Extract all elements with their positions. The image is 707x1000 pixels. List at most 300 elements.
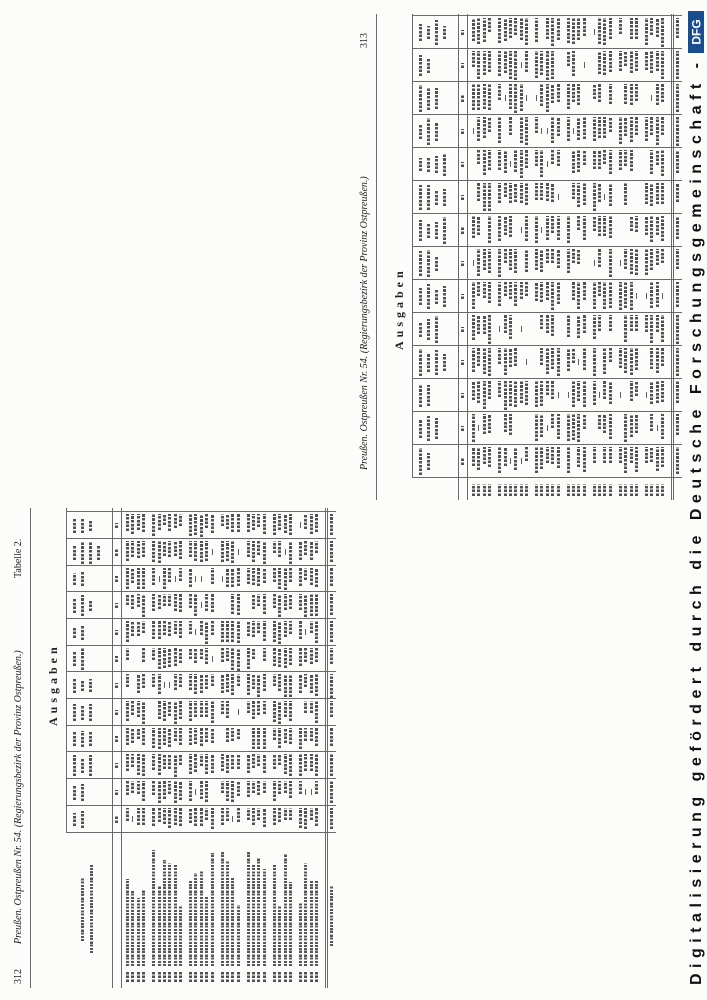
illegible-figure [514,51,517,80]
illegible-figure [609,18,612,39]
illegible-figure [263,701,266,714]
illegible-figure [551,447,554,464]
illegible-figure [200,648,203,659]
illegible-figure [525,150,528,168]
illegible-figure [630,249,633,274]
illegible-figure [284,781,287,793]
row-number [200,972,203,982]
illegible-figure [567,117,570,141]
row-label [247,852,250,966]
illegible-figure [661,18,664,47]
illegible-figure [137,568,140,589]
illegible-figure [247,701,250,713]
illegible-figure [535,117,538,133]
illegible-figure [304,674,307,687]
illegible-figure [189,728,192,745]
illegible-figure [551,249,554,263]
illegible-figure [661,414,664,439]
illegible-figure [650,315,653,343]
illegible-figure [231,514,234,532]
illegible-figure [247,674,250,695]
column-header-text [427,284,430,310]
illegible-figure [593,183,596,211]
illegible-figure [200,701,203,717]
illegible-figure [289,674,292,697]
illegible-figure [650,150,653,174]
column-header-text [73,545,76,560]
row-number [179,972,182,982]
illegible-figure [252,754,255,768]
sum-figure [676,51,679,79]
column-number-rule [112,508,113,988]
illegible-figure [635,447,638,472]
illegible-figure [252,514,255,530]
illegible-figure [498,18,501,43]
row-number [661,484,664,496]
illegible-figure [603,216,606,236]
illegible-figure [126,541,129,561]
illegible-figure [577,150,580,172]
row-number [252,972,255,982]
illegible-figure [237,674,240,686]
column-header-text [89,732,92,745]
column-number [461,30,464,35]
illegible-figure [514,183,517,202]
illegible-figure [131,754,134,767]
row-number [645,484,648,496]
sum-figure [676,216,679,239]
illegible-figure [289,808,292,820]
illegible-figure [237,754,240,769]
illegible-figure [593,84,596,99]
illegible-figure [252,728,255,749]
illegible-figure [168,728,171,747]
illegible-figure [174,674,177,690]
illegible-figure [131,728,134,743]
illegible-figure [189,754,192,774]
illegible-figure [477,84,480,110]
sum-rule [327,508,328,988]
illegible-figure [572,183,575,199]
dash-entry [238,710,239,716]
illegible-figure [289,648,292,665]
illegible-figure [273,594,276,608]
illegible-figure [231,621,234,642]
row-label [257,858,260,966]
dash-entry [305,630,306,636]
row-number [158,972,161,982]
illegible-figure [504,447,507,466]
column-header-text [419,419,422,439]
illegible-figure [661,447,664,467]
sum-figure [676,117,679,146]
illegible-figure [572,84,575,102]
illegible-figure [158,648,161,669]
row-label [163,860,166,966]
column-number [461,261,464,266]
illegible-figure [520,282,523,299]
illegible-figure [221,621,224,642]
illegible-figure [593,381,596,405]
illegible-figure [551,183,554,202]
illegible-figure [546,447,549,463]
column-header-text [427,59,430,73]
column-separator [66,511,336,512]
illegible-figure [263,514,266,534]
illegible-figure [226,674,229,692]
illegible-figure [645,117,648,141]
illegible-figure [137,514,140,530]
column-number [115,576,118,583]
illegible-figure [257,701,260,715]
illegible-figure [645,183,648,204]
column-separator [66,778,336,779]
illegible-figure [630,117,633,142]
illegible-figure [273,701,276,722]
illegible-figure [603,150,606,164]
illegible-figure [488,282,491,303]
illegible-figure [619,150,622,170]
dash-entry [169,683,170,689]
illegible-figure [477,447,480,470]
illegible-figure [525,51,528,72]
illegible-figure [509,249,512,270]
illegible-figure [315,808,318,826]
illegible-figure [226,514,229,529]
illegible-figure [237,728,240,739]
row-label [237,905,240,966]
illegible-figure [609,315,612,331]
illegible-figure [304,541,307,555]
illegible-figure [583,216,586,240]
row-label [137,898,140,966]
column-header-text [81,595,84,617]
illegible-figure [645,447,648,463]
illegible-figure [546,84,549,112]
illegible-figure [535,249,538,270]
column-header-text [419,185,422,210]
illegible-figure [498,150,501,170]
column-header-text [81,625,84,640]
illegible-figure [205,541,208,561]
illegible-figure [567,348,570,371]
illegible-figure [304,568,307,580]
dash-entry [646,294,647,300]
illegible-figure [263,594,266,614]
illegible-figure [583,282,586,300]
illegible-figure [635,414,638,433]
sum-rule [325,508,326,988]
row-number [514,484,517,496]
illegible-figure [152,648,155,660]
illegible-figure [299,754,302,776]
illegible-figure [142,648,145,662]
sum-figure [676,348,679,376]
row-number [231,972,234,982]
illegible-figure [257,514,260,527]
illegible-figure [152,594,155,611]
illegible-figure [211,674,214,686]
column-separator [66,618,336,619]
illegible-figure [205,514,208,528]
illegible-figure [126,701,129,721]
illegible-figure [656,150,659,165]
illegible-figure [619,18,622,34]
illegible-figure [221,648,224,662]
row-label [310,880,313,966]
illegible-figure [593,315,596,339]
illegible-figure [226,648,229,661]
illegible-figure [498,51,501,76]
row-label [168,863,171,966]
column-header-text [427,26,430,39]
sum-figure [330,728,333,746]
illegible-figure [179,514,182,526]
row-label [221,851,224,966]
illegible-figure [226,808,229,821]
illegible-figure [194,674,197,694]
illegible-figure [577,414,580,442]
illegible-figure [263,808,266,827]
illegible-figure [247,541,250,557]
illegible-figure [174,728,177,741]
illegible-figure [483,414,486,434]
illegible-figure [315,728,318,746]
sum-figure [676,150,679,173]
illegible-figure [237,808,240,822]
row-label [304,863,307,966]
illegible-figure [194,754,197,772]
illegible-figure [247,754,250,773]
illegible-figure [535,414,538,441]
illegible-figure [498,249,501,277]
row-number [593,484,596,496]
illegible-figure [179,648,182,663]
illegible-figure [483,315,486,334]
illegible-figure [593,216,596,231]
illegible-figure [126,728,129,745]
illegible-figure [504,249,507,263]
row-number [525,484,528,496]
illegible-figure [619,117,622,144]
illegible-figure [263,674,266,691]
illegible-figure [630,447,633,463]
column-header-text [89,600,92,612]
illegible-figure [598,249,601,267]
illegible-figure [310,808,313,820]
illegible-figure [635,18,638,39]
illegible-figure [257,808,260,820]
illegible-figure [472,282,475,309]
column-number [461,360,464,364]
dash-entry [212,550,213,556]
dash-entry [536,96,537,102]
illegible-figure [168,594,171,606]
column-separator [412,213,682,214]
illegible-figure [624,414,627,442]
sum-figure [676,249,679,269]
illegible-figure [273,648,276,666]
dash-entry [541,129,542,135]
row-number [131,972,134,982]
illegible-figure [252,808,255,825]
illegible-figure [289,754,292,776]
row-number [504,484,507,496]
row-number [226,972,229,982]
illegible-figure [624,249,627,269]
illegible-figure [284,728,287,743]
illegible-figure [472,84,475,110]
illegible-figure [278,541,281,557]
illegible-figure [137,541,140,558]
illegible-figure [504,414,507,432]
illegible-figure [211,728,214,743]
illegible-figure [567,18,570,43]
illegible-figure [142,808,145,825]
illegible-figure [126,674,129,687]
illegible-figure [609,216,612,238]
row-label [126,879,129,966]
column-header-text [81,518,84,533]
illegible-figure [656,315,659,332]
column-header-text [81,705,84,720]
column-header-text [435,156,438,173]
column-header-text [435,122,438,141]
illegible-figure [514,84,517,113]
column-header-text [427,353,430,372]
illegible-figure [273,541,276,553]
illegible-figure [645,315,648,332]
illegible-figure [520,381,523,403]
illegible-figure [557,348,560,376]
illegible-figure [498,84,501,100]
column-separator [412,48,682,49]
illegible-figure [540,51,543,75]
illegible-figure [509,18,512,38]
illegible-figure [163,808,166,824]
illegible-figure [661,216,664,241]
illegible-figure [650,183,653,206]
illegible-figure [273,781,276,801]
illegible-figure [189,701,192,721]
illegible-figure [142,754,145,776]
row-label [263,869,266,966]
row-label [226,861,229,966]
illegible-figure [226,781,229,801]
illegible-figure [299,594,302,610]
illegible-figure [504,18,507,41]
illegible-figure [126,568,129,589]
row-number [509,484,512,496]
illegible-figure [551,315,554,336]
column-header-text [89,755,92,775]
illegible-figure [630,282,633,310]
illegible-figure [609,84,612,104]
illegible-figure [152,541,155,562]
illegible-figure [158,808,161,822]
illegible-figure [551,150,554,164]
dash-entry [510,162,511,168]
illegible-figure [174,541,177,556]
illegible-figure [557,84,560,102]
column-header-text [419,24,422,41]
column-header-text [443,217,446,245]
illegible-figure [126,648,129,660]
illegible-figure [656,216,659,235]
column-number [461,227,464,234]
dash-entry [132,817,133,823]
illegible-figure [624,150,627,166]
illegible-figure [583,447,586,472]
illegible-figure [126,808,129,821]
illegible-figure [278,621,281,644]
illegible-figure [488,447,491,467]
row-number [126,972,129,982]
illegible-figure [174,648,177,666]
illegible-figure [598,315,601,331]
illegible-figure [131,514,134,534]
illegible-figure [278,808,281,822]
column-number [115,630,118,635]
column-header-text [435,88,438,109]
illegible-figure [650,348,653,369]
column-number [461,195,464,201]
illegible-figure [477,183,480,201]
column-header-text [89,541,92,563]
illegible-figure [278,781,281,794]
illegible-figure [284,594,287,610]
illegible-figure [609,183,612,206]
illegible-figure [650,51,653,73]
illegible-figure [257,781,260,795]
illegible-figure [514,381,517,407]
illegible-figure [546,18,549,39]
column-separator [66,698,336,699]
illegible-figure [630,18,633,39]
row-number [535,484,538,496]
illegible-figure [189,514,192,536]
illegible-figure [546,282,549,300]
illegible-figure [483,150,486,175]
illegible-figure [598,18,601,44]
illegible-figure [158,514,161,530]
illegible-figure [226,541,229,561]
illegible-figure [472,18,475,41]
illegible-figure [609,414,612,439]
illegible-figure [152,674,155,687]
illegible-figure [509,117,512,135]
column-separator [66,538,336,539]
sum-figure [330,754,333,776]
illegible-figure [509,315,512,339]
dash-entry [159,576,160,582]
illegible-figure [304,701,307,713]
illegible-figure [551,216,554,233]
illegible-figure [488,216,491,243]
illegible-figure [126,754,129,771]
illegible-figure [189,808,192,823]
column-header-text [443,189,446,205]
illegible-figure [583,150,586,165]
illegible-figure [583,183,586,205]
column-header-text [427,385,430,407]
row-label [189,880,192,966]
illegible-figure [498,348,501,364]
dash-entry [232,817,233,823]
illegible-figure [194,701,197,717]
sum-figure [330,568,333,586]
illegible-figure [572,150,575,173]
